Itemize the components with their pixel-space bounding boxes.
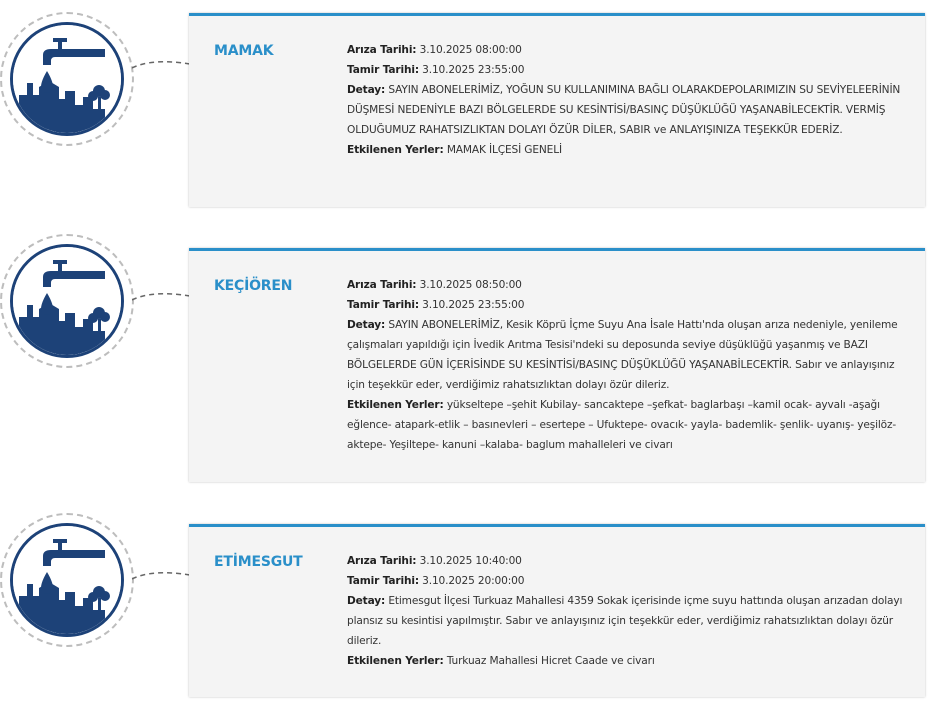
affected-places: Turkuaz Mahallesi Hicret Caade ve civarı — [446, 655, 655, 667]
repair-date-label: Tamir Tarihi: — [347, 575, 419, 587]
outage-details — [347, 275, 907, 455]
fault-date: 3.10.2025 10:40:00 — [419, 555, 522, 567]
affected-label: Etkilenen Yerler: — [347, 655, 444, 667]
repair-date: 3.10.2025 20:00:00 — [422, 575, 525, 587]
outage-details — [347, 40, 907, 160]
outage-badge — [0, 513, 134, 647]
outage-badge — [0, 234, 134, 368]
detail-text: SAYIN ABONELERİMİZ, Kesik Köprü İçme Suyu Ana İsale Hattı'nda oluşan arıza nedeniyle, yenileme çalışmaları yapıldığı için İvedik Arıtma Tesisi'ndeki su deposunda seviye düşüklüğü yaşanmış ve BAZI BÖLGELERDE GÜN İÇERİSİNDE SU KESİNTİSİ/BASINÇ DÜŞÜKLÜĞÜ YAŞANABİLECEKTİR. Sabır ve anlayışınız için teşekkür eder, verdiğimiz rahatsızlıktan dolayı özür dileriz. — [347, 319, 898, 391]
detail-label: Detay: — [347, 595, 386, 607]
detail-text: Etimesgut İlçesi Turkuaz Mahallesi 4359 Sokak içerisinde içme suyu hattında oluşan arızadan dolayı plansız su kesintisi yapılmıştır. Sabır ve anlayışınız için teşekkür eder, verdiğimiz rahatsızlıktan dolayı özür dileriz. — [347, 595, 903, 647]
fault-date-label: Arıza Tarihi: — [347, 279, 417, 291]
connector-line — [132, 58, 190, 78]
outage-details — [347, 551, 907, 671]
connector-line — [132, 290, 190, 310]
fault-date-label: Arıza Tarihi: — [347, 555, 417, 567]
district-name: MAMAK — [214, 43, 274, 59]
outage-card — [189, 524, 925, 697]
water-tap-city-icon — [13, 247, 121, 355]
affected-places: MAMAK İLÇESİ GENELİ — [446, 144, 562, 156]
outage-badge — [0, 12, 134, 146]
repair-date-label: Tamir Tarihi: — [347, 299, 419, 311]
repair-date: 3.10.2025 23:55:00 — [422, 64, 525, 76]
affected-places: yükseltepe –şehit Kubilay- sancaktepe –şefkat- baglarbaşı –kamil ocak- ayvalı -aşağı eğlence- atapark-etlik – basınevleri – esertepe – Ufuktepe- ovacık- yayla- bademlik- şenlik- uyanış- yeşilöz-aktepe- Yeşiltepe- kanuni –kalaba- baglum mahalleleri ve civarı — [347, 399, 897, 451]
water-tap-city-icon — [13, 25, 121, 133]
affected-label: Etkilenen Yerler: — [347, 144, 444, 156]
outage-card — [189, 13, 925, 207]
water-tap-city-icon — [13, 526, 121, 634]
affected-label: Etkilenen Yerler: — [347, 399, 444, 411]
detail-text: SAYIN ABONELERİMİZ, YOĞUN SU KULLANIMINA BAĞLI OLARAKDEPOLARIMIZIN SU SEVİYELEERİNİN DÜŞMESİ NEDENİYLE BAZI BÖLGELERDE SU KESİNTİSİ/BASINÇ DÜŞÜKLÜĞÜ YAŞANABİLECEKTİR. VERMİŞ OLDUĞUMUZ RAHATSIZLIKTAN DOLAYI ÖZÜR DİLER, SABIR ve ANLAYIŞINIZA TEŞEKKÜR EDERİZ. — [347, 84, 901, 136]
connector-line — [132, 569, 190, 589]
district-name: KEÇİÖREN — [214, 278, 293, 294]
fault-date: 3.10.2025 08:50:00 — [419, 279, 522, 291]
repair-date-label: Tamir Tarihi: — [347, 64, 419, 76]
outage-card — [189, 248, 925, 482]
district-name: ETİMESGUT — [214, 554, 303, 570]
detail-label: Detay: — [347, 319, 386, 331]
fault-date-label: Arıza Tarihi: — [347, 44, 417, 56]
detail-label: Detay: — [347, 84, 386, 96]
repair-date: 3.10.2025 23:55:00 — [422, 299, 525, 311]
fault-date: 3.10.2025 08:00:00 — [419, 44, 522, 56]
